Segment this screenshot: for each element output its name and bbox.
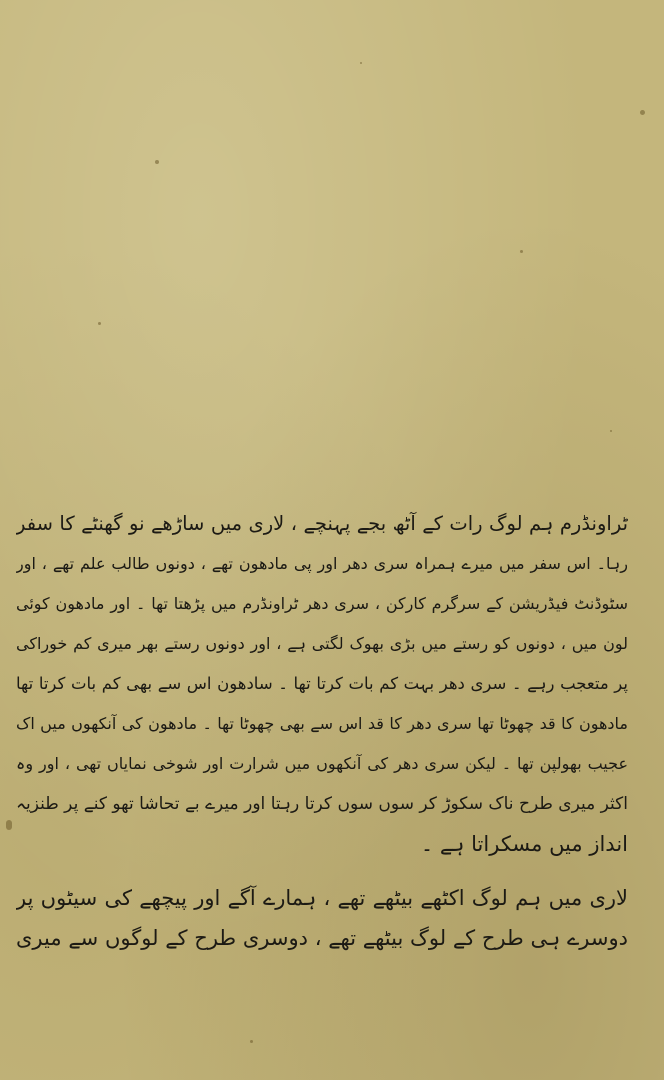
text-line-3: سٹوڈنٹ فیڈریشن کے سرگرم کارکن ، سری دھر ٹراونڈرم میں پڑھتا تھا ۔ اور مادھون کوئی	[16, 594, 628, 613]
urdu-text-block	[16, 504, 628, 958]
text-line-5: پر متعجب رہے ۔ سری دھر بہت کم بات کرتا تھا ۔ سادھون اس سے بھی کم بات کرتا تھا	[16, 674, 628, 693]
paper-speck	[155, 160, 159, 164]
text-line-4: لون میں ، دونوں کو رستے میں بڑی بھوک لگتی ہے ، اور دونوں رستے بھر میری کم خوراکی	[16, 634, 628, 653]
paper-speck	[250, 1040, 253, 1043]
text-line-6: مادھون کا قد چھوٹا تھا سری دھر کا قد اس سے بھی چھوٹا تھا ۔ مادھون کی آنکھوں میں اک	[16, 714, 628, 733]
text-line-9: انداز میں مسکراتا ہے ۔	[420, 832, 628, 856]
paper-speck	[520, 250, 523, 253]
text-line-11: دوسرے ہی طرح کے لوگ بیٹھے تھے ، دوسری طرح کے لوگوں سے میری	[16, 926, 628, 950]
text-line-7: عجیب بھولپن تھا ۔ لیکن سری دھر کی آنکھوں میں شرارت اور شوخی نمایاں تھی ، اور وہ	[16, 754, 628, 773]
paper-speck	[610, 430, 612, 432]
text-line-10: لاری میں ہم لوگ اکٹھے بیٹھے تھے ، ہمارے آگے اور پیچھے کی سیٹوں پر	[16, 886, 628, 910]
text-line-8: اکثر میری طرح ناک سکوڑ کر سوں سوں کرتا رہتا اور میرے بے تحاشا تھو کنے پر طنزیہ	[16, 794, 628, 814]
paper-speck	[640, 110, 645, 115]
paper-speck	[360, 62, 362, 64]
text-line-1: ٹراونڈرم ہم لوگ رات کے آٹھ بجے پہنچے ، لاری میں ساڑھے نو گھنٹے کا سفر	[16, 512, 628, 535]
paper-speck	[98, 322, 101, 325]
paper-speck	[6, 820, 12, 830]
text-line-2: رہا۔ اس سفر میں میرے ہمراہ سری دھر اور پی مادھون تھے ، دونوں طالب علم تھے ، اور	[16, 554, 628, 573]
